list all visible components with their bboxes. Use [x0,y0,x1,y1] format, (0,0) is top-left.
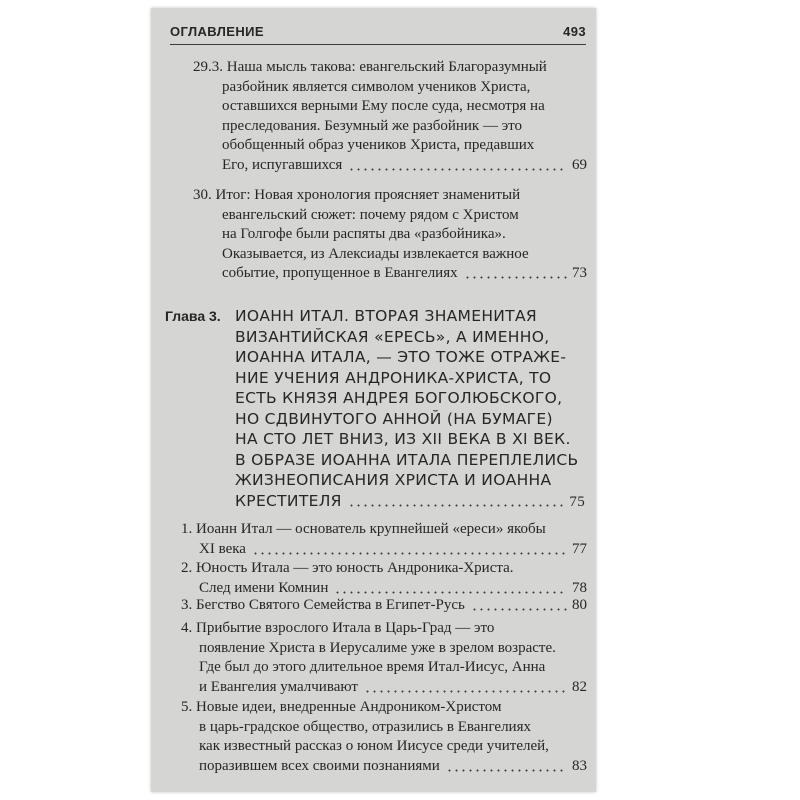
entry-last-line [181,757,587,777]
entry-page-number: 80 [572,597,587,613]
chapter-last-line [165,491,585,512]
toc-entry-3[interactable] [181,596,587,616]
entry-line: Оказывается, из Алексиады извлекается важное [222,245,529,262]
chapter-title-line: НИЕ УЧЕНИЯ АНДРОНИКА-ХРИСТА, ТО [235,368,552,387]
chapter-line [165,388,585,409]
dot-leader [446,769,567,772]
toc-entry-30[interactable] [193,186,587,284]
entry-last-line [181,540,587,560]
entry-line: 4. Прибытие взрослого Итала в Царь-Град — это [181,620,495,636]
entry-last-line [193,264,587,284]
entry-page-number: 82 [572,678,587,695]
chapter-line [165,327,585,348]
section-title: ОГЛАВЛЕНИЕ [170,24,264,39]
dot-leader [471,608,567,611]
entry-page-number: 73 [572,265,587,281]
entry-last-line [181,596,587,616]
entry-page-number: 77 [572,540,587,557]
chapter-line [165,347,585,368]
chapter-title-line: НА СТО ЛЕТ ВНИЗ, ИЗ XII ВЕКА В XI ВЕК. [235,430,571,448]
entry-line: 1. Иоанн Итал — основатель крупнейшей «ереси» якобы [181,521,546,537]
chapter-line [165,409,585,430]
dot-leader [348,168,567,171]
page-number: 493 [563,24,586,39]
header-rule [170,44,586,45]
toc-entry-29-3[interactable] [193,58,587,175]
chapter-last-line-content [235,491,585,513]
chapter-page-number: 75 [569,493,585,510]
entry-line: 5. Новые идеи, внедренные Андроником-Христом [181,699,502,715]
entry-last-line [181,678,587,698]
entry-line: След имени Комнин [199,579,329,596]
entry-page-number: 69 [572,156,587,173]
dot-leader [464,276,567,279]
book-page [151,8,596,792]
entry-line: и Евангелия умалчивают [199,678,358,695]
entry-line: 30. Итог: Новая хронология проясняет знаменитый [193,187,521,203]
entry-line: преследования. Безумный же разбойник — это [222,117,522,134]
entry-line: 3. Бегство Святого Семейства в Египет-Русь [181,597,465,613]
chapter-line [165,368,585,389]
entry-line: как известный рассказ о юном Иисусе среди учителей, [199,738,549,754]
toc-entry-4[interactable] [181,619,587,697]
dot-leader [252,552,567,555]
entry-line: событие, пропущенное в Евангелиях [222,265,458,281]
dot-leader [364,690,567,693]
entry-line: появление Христа в Иерусалиме уже в зрелом возрасте. [199,639,556,656]
chapter-title-line: ИОАННА ИТАЛА, — ЭТО ТОЖЕ ОТРАЖЕ- [235,348,567,366]
chapter-title-line: ЕСТЬ КНЯЗЯ АНДРЕЯ БОГОЛЮБСКОГО, [235,389,563,407]
entry-line: 2. Юность Итала — это юность Андроника-Христа. [181,560,514,576]
chapter-label: Глава 3. [165,308,221,324]
entry-line: Где был до этого длительное время Итал-Иисус, Анна [199,659,546,675]
entry-last-line [193,156,587,176]
chapter-line [165,450,585,471]
chapter-line [165,429,585,450]
dot-leader [348,504,565,507]
entry-line: в царь-градское общество, отразились в Евангелиях [199,718,531,735]
entry-line: на Голгофе были распяты два «разбойника». [222,226,506,242]
chapter-line [165,306,585,327]
entry-page-number: 83 [572,757,587,774]
entry-line: обобщенный образ учеников Христа, предавших [222,137,535,153]
entry-line: Его, испугавшихся [222,156,343,173]
entry-line: XI века [199,540,246,557]
chapter-title-line: ВИЗАНТИЙСКАЯ «ЕРЕСЬ», А ИМЕННО, [235,327,550,346]
chapter-title-line: В ОБРАЗЕ ИОАННА ИТАЛА ПЕРЕПЛЕЛИСЬ [235,450,579,469]
chapter-title-line: НО СДВИНУТОГО АННОЙ (НА БУМАГЕ) [235,409,553,428]
entry-line: евангельский сюжет: почему рядом с Христом [222,206,519,223]
toc-entry-2[interactable] [181,559,587,598]
running-header [170,22,586,42]
toc-entry-1[interactable] [181,520,587,559]
entry-line: поразившем всех своими познаниями [199,757,440,774]
dot-leader [334,591,567,594]
entry-line: 29.3. Наша мысль такова: евангельский Благоразумный [193,59,547,75]
entry-line: оставшихся верными Ему после суда, несмотря на [222,98,545,114]
toc-entry-5[interactable] [181,698,587,776]
chapter-title-line: КРЕСТИТЕЛЯ [235,491,342,510]
entry-page-number: 78 [572,579,587,596]
chapter-title-line: ЖИЗНЕОПИСАНИЯ ХРИСТА И ИОАННА [235,471,552,489]
chapter-heading[interactable] [165,306,585,511]
chapter-title-line: ИОАНН ИТАЛ. ВТОРАЯ ЗНАМЕНИТАЯ [235,307,537,325]
entry-line: разбойник является символом учеников Христа, [222,78,531,95]
chapter-line [165,470,585,491]
